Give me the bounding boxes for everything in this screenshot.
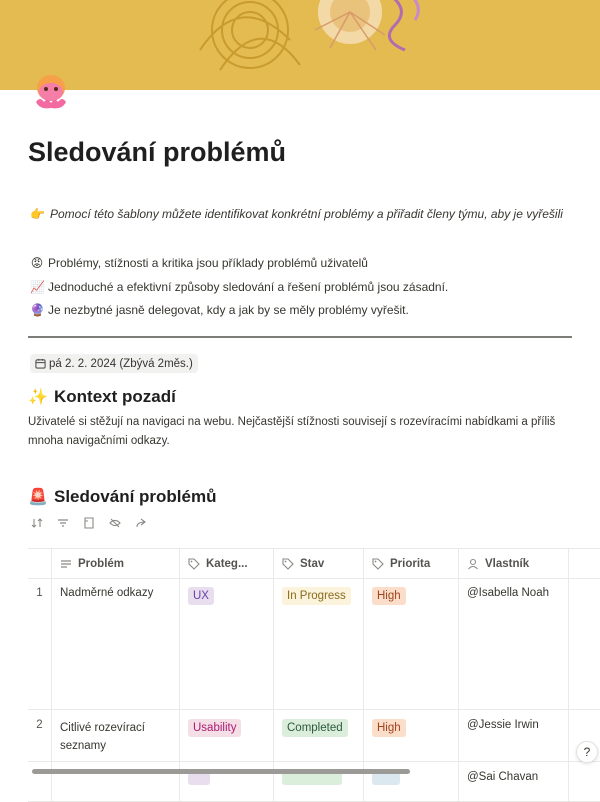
- automation-icon[interactable]: [134, 516, 148, 530]
- hide-icon[interactable]: [108, 516, 122, 530]
- problem-cell[interactable]: Nadměrné odkazy: [52, 578, 180, 709]
- priority-cell[interactable]: [364, 710, 459, 761]
- tracking-heading[interactable]: [28, 487, 216, 507]
- row-number: 1: [28, 578, 52, 709]
- category-cell[interactable]: [180, 762, 274, 801]
- horizontal-scrollbar[interactable]: [32, 769, 410, 774]
- column-header-label: Stav: [300, 557, 325, 570]
- person-icon: [467, 558, 479, 570]
- pointing-hand-icon: 👉: [30, 207, 45, 221]
- text-lines-icon: [60, 558, 72, 570]
- bullet-line-1[interactable]: [30, 256, 368, 270]
- issues-table: [28, 548, 600, 783]
- date-chip-label: pá 2. 2. 2024 (Zbývá 2měs.): [49, 357, 193, 370]
- page-octopus-icon[interactable]: [28, 70, 74, 116]
- column-header-overflow: [569, 549, 600, 578]
- page-title[interactable]: Sledování problémů: [28, 137, 287, 167]
- priority-tag: High: [372, 719, 406, 737]
- table-header: [28, 549, 600, 579]
- overflow-cell: [569, 578, 600, 709]
- row-number: [28, 762, 52, 801]
- column-header-owner[interactable]: [459, 549, 569, 578]
- column-header-label: Problém: [78, 557, 125, 570]
- problem-cell[interactable]: Citlivé rozevírací seznamy: [52, 710, 180, 761]
- context-paragraph[interactable]: Uživatelé si stěžují na navigaci na webu. Nejčastější stížnosti souvisejí s rozevíracími nabídkami a příliš mnoha navigačními odkazy.: [28, 416, 556, 447]
- column-header-problem[interactable]: [52, 549, 180, 578]
- owner-cell[interactable]: @Jessie Irwin: [459, 710, 569, 761]
- status-cell[interactable]: [274, 710, 364, 761]
- help-button[interactable]: ?: [576, 741, 598, 763]
- filter-icon[interactable]: [56, 516, 70, 530]
- category-tag: UX: [188, 587, 214, 605]
- context-heading-text: Kontext pozadí: [54, 387, 176, 406]
- tracking-heading-text: Sledování problémů: [54, 487, 217, 506]
- tag-icon: [282, 558, 294, 570]
- calendar-icon: [35, 358, 46, 369]
- cover-image: [0, 0, 600, 90]
- problem-cell[interactable]: [52, 762, 180, 801]
- angry-face-icon: 😡: [30, 256, 44, 270]
- status-cell[interactable]: [274, 762, 364, 801]
- bell-icon: 🚨: [28, 489, 48, 506]
- cover-art-icon: [180, 0, 450, 90]
- tag-icon: [372, 558, 384, 570]
- crystal-icon: 🔮: [30, 303, 45, 317]
- chart-up-icon: 📈: [30, 280, 45, 294]
- bullet-text: Je nezbytné jasně delegovat, kdy a jak by se měly problémy vyřešit.: [48, 303, 409, 317]
- priority-cell[interactable]: [364, 578, 459, 709]
- bullet-text: Problémy, stížnosti a kritika jsou příklady problémů uživatelů: [48, 256, 368, 270]
- database-toolbar: [30, 516, 148, 530]
- column-header-label: Priorita: [390, 557, 431, 570]
- bullet-line-2[interactable]: [30, 280, 448, 294]
- sort-icon[interactable]: [30, 516, 44, 530]
- sparkles-icon: ✨: [28, 389, 48, 406]
- divider: [28, 336, 572, 338]
- bullet-text: Jednoduché a efektivní způsoby sledování a řešení problémů jsou zásadní.: [48, 280, 449, 294]
- bullet-line-3[interactable]: [30, 303, 409, 317]
- row-number-header: [28, 549, 52, 578]
- owner-cell[interactable]: @Sai Chavan: [459, 762, 569, 801]
- status-cell[interactable]: [274, 578, 364, 709]
- table-row[interactable]: [28, 762, 600, 802]
- category-tag: Usability: [188, 719, 241, 737]
- owner-cell[interactable]: @Isabella Noah: [459, 578, 569, 709]
- status-tag: In Progress: [282, 587, 351, 605]
- layout-icon[interactable]: [82, 516, 96, 530]
- column-header-priority[interactable]: [364, 549, 459, 578]
- category-cell[interactable]: [180, 578, 274, 709]
- tag-icon: [188, 558, 200, 570]
- table-row[interactable]: [28, 578, 600, 710]
- column-header-label: Vlastník: [485, 557, 530, 570]
- table-row[interactable]: [28, 710, 600, 762]
- row-number: 2: [28, 710, 52, 761]
- callout: [30, 207, 563, 221]
- category-cell[interactable]: [180, 710, 274, 761]
- date-chip[interactable]: [30, 354, 198, 373]
- priority-cell[interactable]: [364, 762, 459, 801]
- overflow-cell: [569, 762, 600, 801]
- context-heading[interactable]: [28, 387, 176, 407]
- priority-tag: High: [372, 587, 406, 605]
- status-tag: Completed: [282, 719, 348, 737]
- column-header-status[interactable]: [274, 549, 364, 578]
- column-header-label: Kateg...: [206, 557, 248, 570]
- column-header-category[interactable]: [180, 549, 274, 578]
- callout-text[interactable]: Pomocí této šablony můžete identifikovat konkrétní problémy a přiřadit členy týmu, aby je vyřešili: [50, 207, 563, 221]
